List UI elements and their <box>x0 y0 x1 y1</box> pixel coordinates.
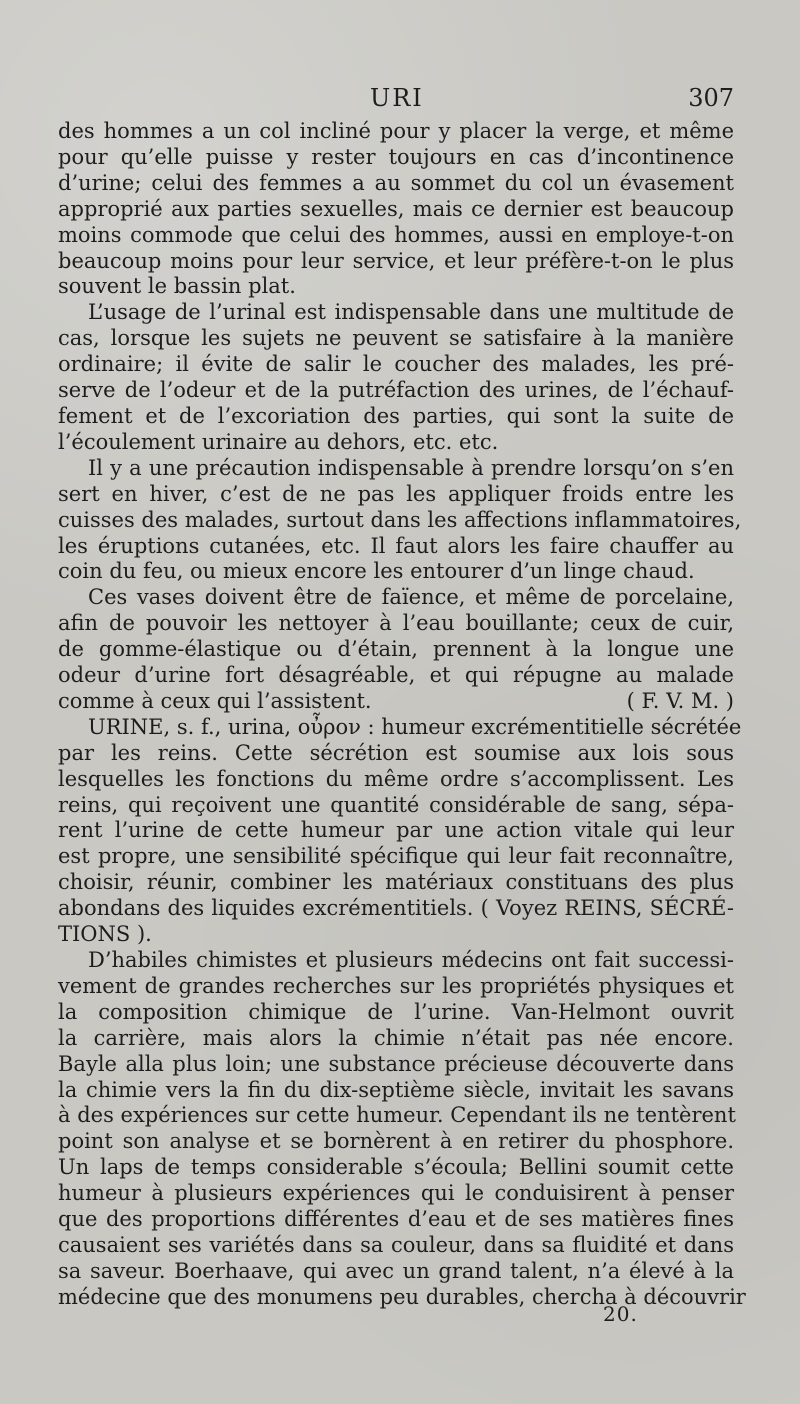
text-line: point son analyse et se bornèrent à en retirer du phosphore. <box>58 1129 734 1154</box>
text-line: ordinaire; il évite de salir le coucher des malades, les pré- <box>58 352 734 377</box>
text-line: rent l’urine de cette humeur par une action vitale qui leur <box>58 818 734 843</box>
text-line: cuisses des malades, surtout dans les affections inflammatoires, <box>58 507 742 532</box>
paragraph <box>58 119 734 300</box>
signature-line-text: comme à ceux qui l’assistent. <box>58 688 372 713</box>
text-line: à des expériences sur cette humeur. Cependant ils ne tentèrent <box>58 1103 736 1128</box>
text-line: moins commode que celui des hommes, aussi en employe-t-on <box>58 222 734 247</box>
text-line: sa saveur. Boerhaave, qui avec un grand talent, n’a élevé à la <box>58 1258 734 1283</box>
text-line: que des proportions différentes d’eau et de ses matières fines <box>58 1207 734 1232</box>
text-line: médecine que des monumens peu durables, chercha à découvrir <box>58 1284 746 1309</box>
text-line: afin de pouvoir les nettoyer à l’eau bouillante; ceux de cuir, <box>58 611 734 636</box>
paragraph <box>58 714 742 948</box>
text-line: souvent le bassin plat. <box>58 274 296 299</box>
text-line: Bayle alla plus loin; une substance précieuse découverte dans <box>58 1051 734 1076</box>
text-line: Il y a une précaution indispensable à prendre lorsqu’on s’en <box>88 455 734 480</box>
text-line: de gomme-élastique ou d’étain, prennent à la longue une <box>58 637 734 662</box>
text-line: L’usage de l’urinal est indispensable dans une multitude de <box>88 300 734 325</box>
text-line: coin du feu, ou mieux encore les entourer d’un linge chaud. <box>58 559 695 584</box>
text-line: est propre, une sensibilité spécifique qui leur fait reconnaître, <box>58 844 734 869</box>
paragraph <box>58 948 746 1311</box>
signature-line <box>58 689 734 715</box>
page-number: 307 <box>688 84 734 112</box>
text-line: cas, lorsque les sujets ne peuvent se satisfaire à la manière <box>58 326 734 351</box>
text-line: lesquelles les fonctions du même ordre s’accomplissent. Les <box>58 766 734 791</box>
text-line: des hommes a un col incliné pour y placer la verge, et même <box>58 119 734 143</box>
text-line: URINE, s. f., urina, οὖρον : humeur excrémentitielle sécrétée <box>88 714 742 739</box>
text-line: approprié aux parties sexuelles, mais ce dernier est beaucoup <box>58 196 734 221</box>
text-line: TIONS ). <box>58 922 152 947</box>
paragraph <box>58 300 734 455</box>
text-line: abondans des liquides excrémentitiels. ( Voyez REINS, SÉCRÉ- <box>58 896 734 921</box>
text-line: par les reins. Cette sécrétion est soumise aux lois sous <box>58 740 734 765</box>
signature-mark: 20. <box>603 1302 638 1326</box>
text-line: la composition chimique de l’urine. Van-Helmont ouvrit <box>58 999 734 1024</box>
text-line: Ces vases doivent être de faïence, et même de porcelaine, <box>88 585 734 610</box>
text-line: beaucoup moins pour leur service, et leur préfère-t-on le plus <box>58 248 734 273</box>
text-line: la carrière, mais alors la chimie n’était pas née encore. <box>58 1025 734 1050</box>
paragraph <box>58 585 734 715</box>
text-line: les éruptions cutanées, etc. Il faut alors les faire chauffer au <box>58 533 734 558</box>
running-head: URI <box>370 84 424 112</box>
page-header <box>58 84 734 114</box>
text-line: d’urine; celui des femmes a au sommet du col un évasement <box>58 170 734 195</box>
text-line: causaient ses variétés dans sa couleur, dans sa fluidité et dans <box>58 1232 734 1257</box>
text-line: sert en hiver, c’est de ne pas les appliquer froids entre les <box>58 481 734 506</box>
text-line: serve de l’odeur et de la putréfaction des urines, de l’échauf- <box>58 378 734 403</box>
text-line: choisir, réunir, combiner les matériaux constituans des plus <box>58 870 734 895</box>
text-line: pour qu’elle puisse y rester toujours en cas d’incontinence <box>58 144 734 169</box>
text-line: l’écoulement urinaire au dehors, etc. etc. <box>58 429 499 454</box>
paragraph <box>58 455 742 586</box>
main-text <box>58 119 746 1311</box>
text-line: odeur d’urine fort désagréable, et qui répugne au malade <box>58 663 734 688</box>
text-line: fement et de l’excoriation des parties, qui sont la suite de <box>58 403 734 428</box>
text-line: reins, qui reçoivent une quantité considérable de sang, sépa- <box>58 792 734 817</box>
text-line: vement de grandes recherches sur les propriétés physiques et <box>58 973 734 998</box>
author-signature: ( F. V. M. ) <box>626 688 734 713</box>
text-line: la chimie vers la fin du dix-septième siècle, invitait les savans <box>58 1077 734 1102</box>
text-line: Un laps de temps considerable s’écoula; Bellini soumit cette <box>58 1155 734 1180</box>
text-line: humeur à plusieurs expériences qui le conduisirent à penser <box>58 1181 734 1206</box>
text-line: D’habiles chimistes et plusieurs médecins ont fait successi- <box>88 948 734 972</box>
